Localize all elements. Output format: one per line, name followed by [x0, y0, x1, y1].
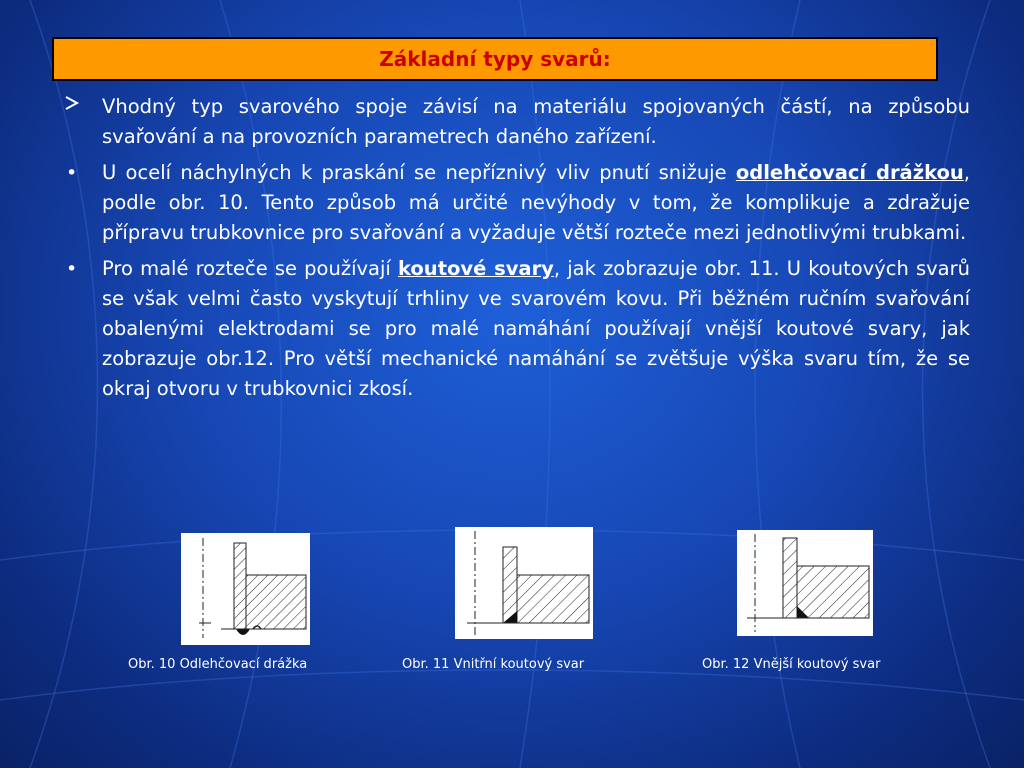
figure-11-caption: Obr. 11 Vnitřní koutový svar [402, 657, 585, 672]
bullet-emphasis-3: koutové svary [397, 257, 554, 280]
dot-bullet-icon: • [66, 258, 78, 280]
bullet-text-3-after: , jak zobrazuje obr. 11. U koutových svarů se však velmi často vyskytují trhliny ve svarovém kovu. Při běžném ručním svařování obalenými elektrodami se pro malé namáhání používají vnější koutové svary, jak zobrazuje obr.12. Pro větší mechanické namáhání se zvětšuje výška svaru tím, že se okraj otvoru v trubkovnici zkosí. [102, 257, 970, 400]
bullet-list [60, 92, 970, 410]
figure-12-caption: Obr. 12 Vnější koutový svar [702, 657, 881, 672]
figure-12-image [737, 530, 873, 636]
slide-title: Základní typy svarů: [379, 47, 611, 71]
bullet-text-2-before: U ocelí náchylných k praskání se nepříznivý vliv pnutí snižuje [102, 161, 736, 184]
bullet-emphasis-2: odlehčovací drážkou [735, 161, 964, 184]
bullet-text-1: Vhodný typ svarového spoje závisí na materiálu spojovaných částí, na způsobu svařování a na provozních parametrech daného zařízení. [102, 95, 970, 148]
figure-10-image [181, 533, 310, 645]
figure-10-caption: Obr. 10 Odlehčovací drážka [128, 657, 308, 672]
figure-11-image [455, 527, 593, 639]
bullet-item-3 [60, 254, 970, 404]
slide-title-box [52, 37, 938, 81]
bullet-item-2 [60, 158, 970, 248]
bullet-item-1 [60, 92, 970, 152]
bullet-text-2-after: , podle obr. 10. Tento způsob má určité nevýhody v tom, že komplikuje a zdražuje přípravu trubkovnice pro svařování a vyžaduje větší rozteče mezi jednotlivými trubkami. [102, 161, 970, 244]
arrow-bullet-icon [64, 92, 80, 122]
dot-bullet-icon: • [66, 162, 78, 184]
bullet-text-3-before: Pro malé rozteče se používají [102, 257, 398, 280]
